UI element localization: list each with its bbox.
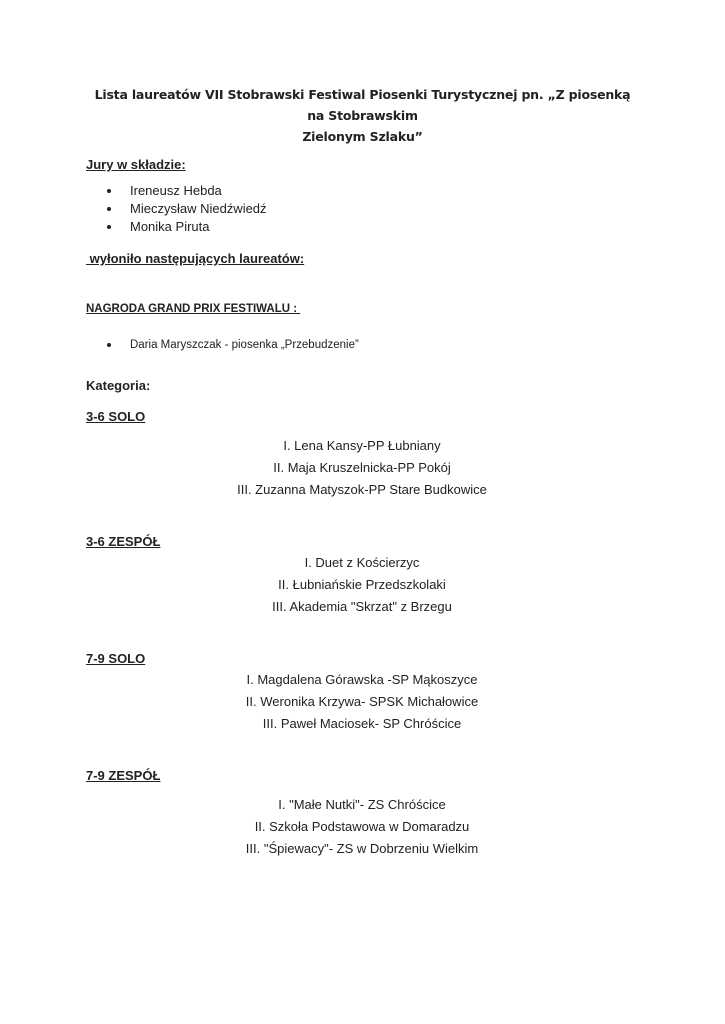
place-item: III. Akademia "Skrzat" z Brzegu <box>272 599 452 614</box>
category-3-6-zespol-places <box>86 552 638 618</box>
category-7-9-solo-heading: 7-9 SOLO <box>86 651 146 666</box>
category-3-6-zespol-heading: 3-6 ZESPÓŁ <box>86 534 161 549</box>
title-line-2: Zielonym Szlaku” <box>302 129 423 144</box>
category-7-9-zespol-places <box>86 794 638 860</box>
place-item: I. Lena Kansy-PP Łubniany <box>283 438 441 453</box>
place-item: II. Weronika Krzywa- SPSK Michałowice <box>245 694 479 709</box>
jury-heading: Jury w składzie: <box>86 157 186 172</box>
bullet-icon <box>107 225 111 229</box>
place-item: I. "Małe Nutki"- ZS Chróścice <box>278 797 446 812</box>
category-7-9-solo-places <box>86 669 638 735</box>
category-label: Kategoria: <box>86 378 151 393</box>
document-title <box>90 84 635 147</box>
bullet-icon <box>107 189 111 193</box>
place-item: I. Duet z Kościerzyc <box>304 555 420 570</box>
grand-prix-list <box>107 336 359 354</box>
place-item: II. Szkoła Podstawowa w Domaradzu <box>254 819 470 834</box>
place-item: II. Łubniańskie Przedszkolaki <box>278 577 446 592</box>
list-item: Daria Maryszczak - piosenka „Przebudzenie” <box>107 336 359 354</box>
list-item: Monika Piruta <box>107 218 267 236</box>
place-item: III. Zuzanna Matyszok-PP Stare Budkowice <box>237 482 487 497</box>
category-7-9-zespol-heading: 7-9 ZESPÓŁ <box>86 768 161 783</box>
category-3-6-solo-heading: 3-6 SOLO <box>86 409 146 424</box>
bullet-icon <box>107 343 111 347</box>
list-item: Mieczysław Niedźwiedź <box>107 200 267 218</box>
list-item: Ireneusz Hebda <box>107 182 267 200</box>
bullet-icon <box>107 207 111 211</box>
title-line-1: Lista laureatów VII Stobrawski Festiwal Piosenki Turystycznej pn. „Z piosenką na Stobrawskim <box>94 87 631 123</box>
place-item: III. Paweł Maciosek- SP Chróścice <box>262 716 462 731</box>
jury-list <box>107 182 267 236</box>
place-item: I. Magdalena Górawska -SP Mąkoszyce <box>246 672 478 687</box>
place-item: III. "Śpiewacy"- ZS w Dobrzeniu Wielkim <box>245 841 479 856</box>
place-item: II. Maja Kruszelnicka-PP Pokój <box>273 460 451 475</box>
grand-prix-heading: NAGRODA GRAND PRIX FESTIWALU : <box>86 303 301 315</box>
category-3-6-solo-places <box>86 435 638 501</box>
laureates-intro-heading: wyłoniło następujących laureatów: <box>86 251 305 266</box>
